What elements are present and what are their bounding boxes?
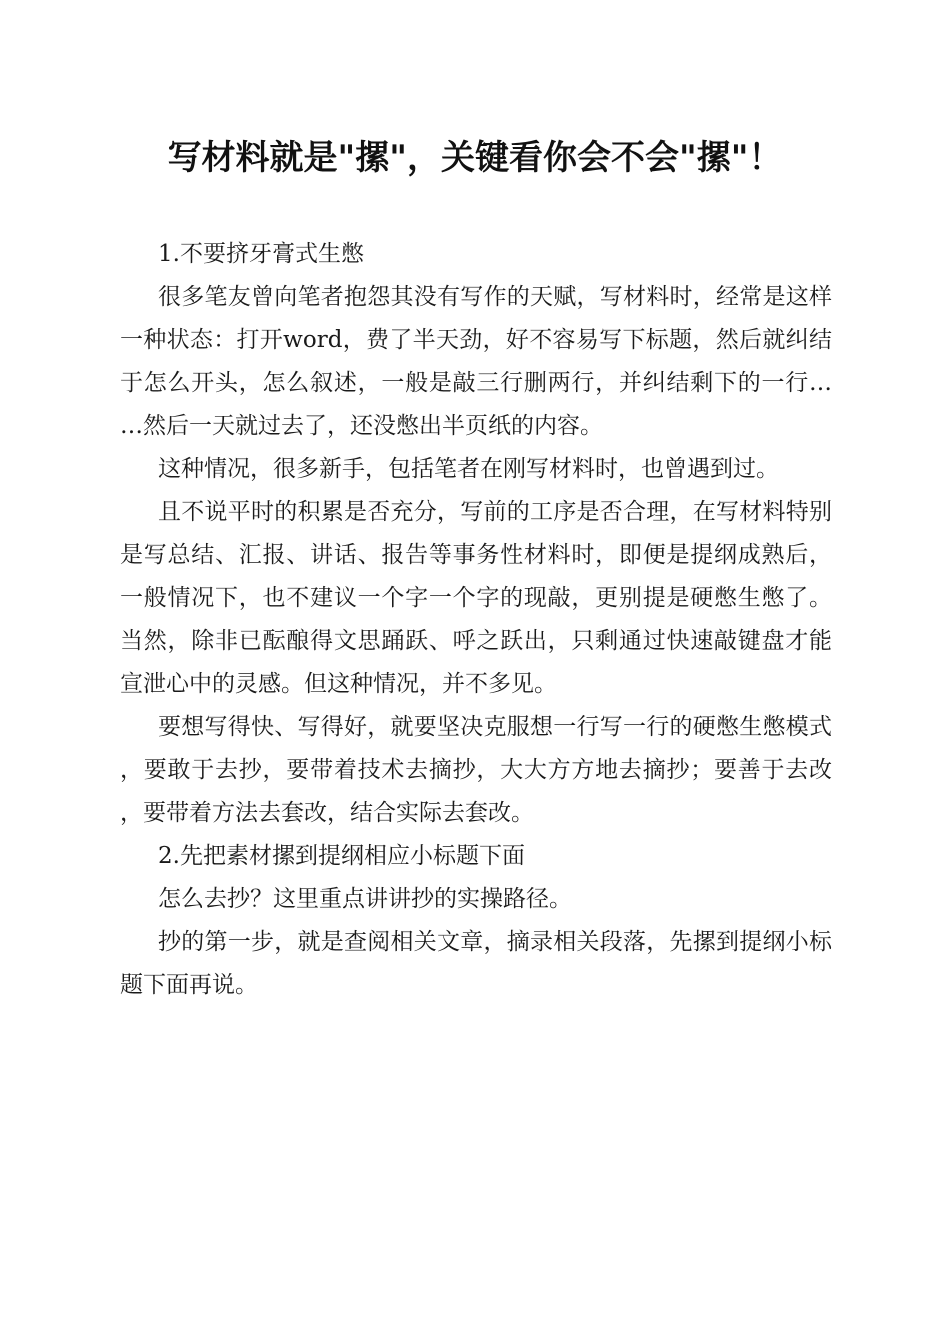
document-body — [120, 233, 832, 1007]
section-heading-2: 2.先把素材摞到提纲相应小标题下面 — [158, 843, 525, 869]
document-title: 写材料就是"摞"，关键看你会不会"摞"！ — [167, 138, 783, 178]
body-paragraph: 且不说平时的积累是否充分，写前的工序是否合理，在写材料特别是写总结、汇报、讲话、报告等事务性材料时，即便是提纲成熟后，一般情况下，也不建议一个字一个字的现敲，更别提是硬憋生憋了。当然，除非已酝酿得文思踊跃、呼之跃出，只剩通过快速敲键盘才能宣泄心中的灵感。但这种情况，并不多见。 — [120, 499, 832, 697]
body-paragraph: 这种情况，很多新手，包括笔者在刚写材料时，也曾遇到过。 — [158, 456, 779, 482]
body-paragraph: 要想写得快、写得好，就要坚决克服想一行写一行的硬憋生憋模式，要敢于去抄，要带着技术去摘抄，大大方方地去摘抄；要善于去改，要带着方法去套改，结合实际去套改。 — [120, 714, 832, 826]
body-paragraph: 很多笔友曾向笔者抱怨其没有写作的天赋，写材料时，经常是这样一种状态：打开word，费了半天劲，好不容易写下标题，然后就纠结于怎么开头，怎么叙述，一般是敲三行删两行，并纠结剩下的一行……然后一天就过去了，还没憋出半页纸的内容。 — [120, 284, 832, 439]
body-paragraph: 抄的第一步，就是查阅相关文章，摘录相关段落，先摞到提纲小标题下面再说。 — [120, 929, 832, 998]
section-heading-1: 1.不要挤牙膏式生憋 — [158, 241, 364, 267]
body-paragraph: 怎么去抄？这里重点讲讲抄的实操路径。 — [158, 886, 572, 912]
